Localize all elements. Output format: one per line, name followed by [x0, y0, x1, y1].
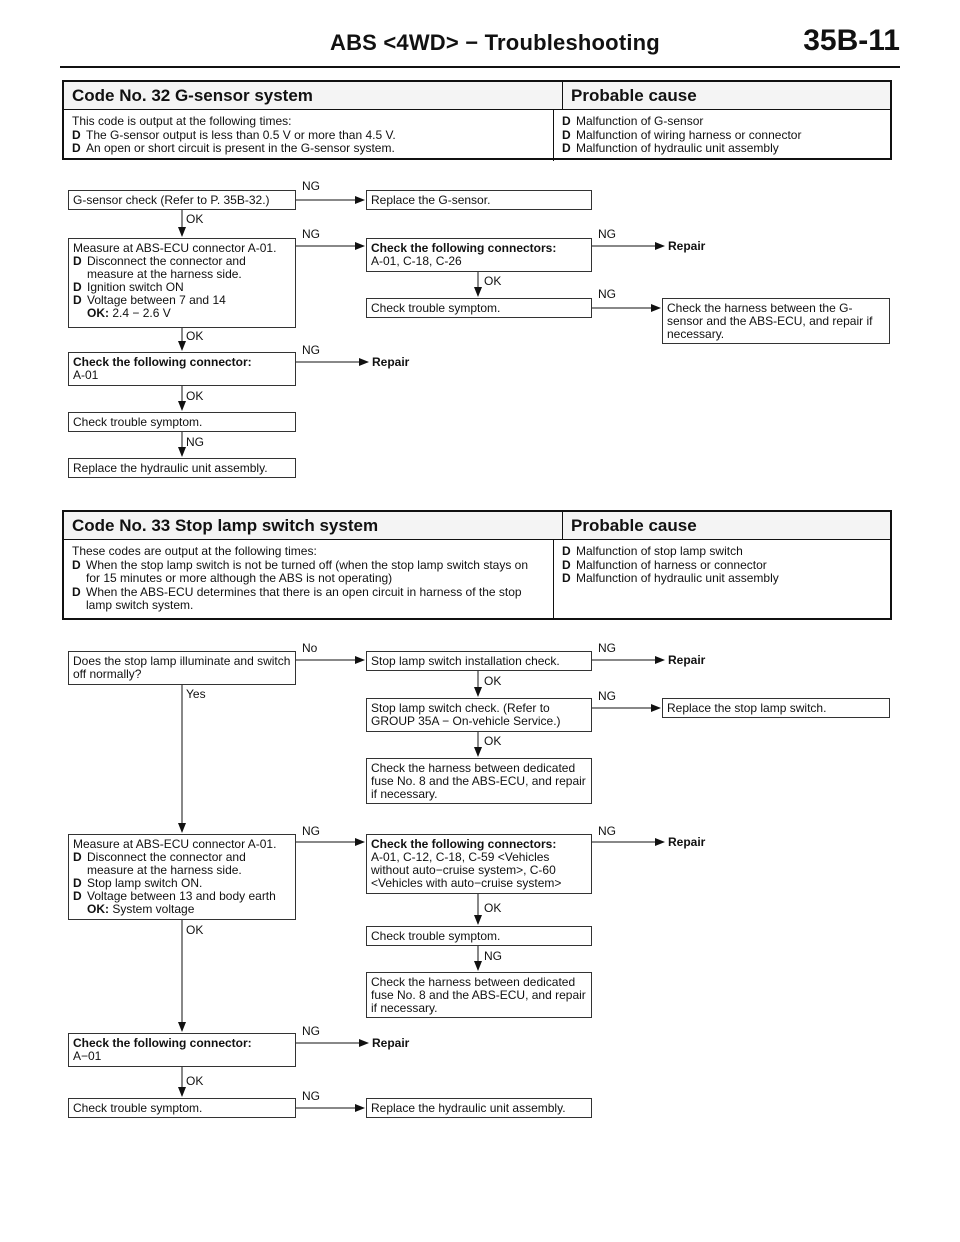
- code33-cause-heading: Probable cause: [571, 516, 697, 535]
- ok-label: OK: [186, 923, 204, 937]
- harness-fuse-box-1: Check the harness between dedicated fuse No. 8 and the ABS-ECU, and repair if necessary.: [366, 758, 592, 804]
- ng-label: NG: [302, 179, 320, 193]
- check-trouble-left-box: Check trouble symptom.: [68, 412, 296, 432]
- replace-switch-box: Replace the stop lamp switch.: [662, 698, 890, 718]
- replace-hydraulic-box-2: Replace the hydraulic unit assembly.: [366, 1098, 592, 1118]
- ng-label: NG: [598, 641, 616, 655]
- code33-conditions: These codes are output at the following times: D When the stop lamp switch is not be turned off (when the stop lamp switch stays on for 15 minutes or more although the ABS is not operating) D When the ABS-ECU determines that there is an open circuit in harness of the stop lamp switch system.: [64, 540, 554, 618]
- code33-causes: D Malfunction of stop lamp switch D Malfunction of harness or connector D Malfunction of hydraulic unit assembly: [562, 544, 779, 585]
- ng-label: NG: [484, 949, 502, 963]
- measure-a01-box: Measure at ABS-ECU connector A-01. D Disconnect the connector and measure at the harness side. D Ignition switch ON D Voltage between 7 and 14 OK: 2.4 − 2.6 V: [68, 238, 296, 328]
- ok-label: OK: [186, 212, 204, 226]
- ng-label: NG: [598, 287, 616, 301]
- repair-text: Repair: [668, 653, 706, 667]
- ng-label: NG: [302, 824, 320, 838]
- code32-cause-heading: Probable cause: [571, 86, 697, 105]
- ng-label: NG: [598, 689, 616, 703]
- repair-text: Repair: [668, 239, 706, 253]
- ng-label: NG: [302, 227, 320, 241]
- ok-label: OK: [484, 274, 502, 288]
- page-number: 35B-11: [803, 24, 900, 57]
- ng-label: NG: [186, 435, 204, 449]
- switch-check-box: Stop lamp switch check. (Refer to GROUP 35A − On-vehicle Service.): [366, 698, 592, 732]
- ok-label: OK: [186, 1074, 204, 1088]
- ng-label: NG: [302, 1089, 320, 1103]
- code33-title: Code No. 33 Stop lamp switch system: [64, 512, 563, 539]
- ng-label: NG: [598, 227, 616, 241]
- measure-a01-box-2: Measure at ABS-ECU connector A-01. D Disconnect the connector and measure at the harness side. D Stop lamp switch ON. D Voltage between 13 and body earth OK: System voltage: [68, 834, 296, 920]
- check-trouble-left-box-2: Check trouble symptom.: [68, 1098, 296, 1118]
- repair-text: Repair: [372, 355, 410, 369]
- check-trouble-right-box-2: Check trouble symptom.: [366, 926, 592, 946]
- check-connectors-box: Check the following connectors: A-01, C-18, C-26: [366, 238, 592, 272]
- code32-conditions: This code is output at the following times: D The G-sensor output is less than 0.5 V or more than 4.5 V. D An open or short circuit is present in the G-sensor system.: [64, 110, 554, 161]
- replace-gsensor-box: Replace the G-sensor.: [366, 190, 592, 210]
- repair-text: Repair: [668, 835, 706, 849]
- ok-label: OK: [484, 734, 502, 748]
- ok-label: OK: [484, 674, 502, 688]
- replace-hydraulic-box: Replace the hydraulic unit assembly.: [68, 458, 296, 478]
- check-connector-a01-box-2: Check the following connector: A−01: [68, 1033, 296, 1067]
- repair-text: Repair: [372, 1036, 410, 1050]
- ng-label: NG: [598, 824, 616, 838]
- no-label: No: [302, 641, 318, 655]
- check-harness-gsensor-box: Check the harness between the G-sensor and the ABS-ECU, and repair if necessary.: [662, 298, 890, 344]
- gsensor-check-box: G-sensor check (Refer to P. 35B-32.): [68, 190, 296, 210]
- page-title: ABS <4WD> − Troubleshooting: [330, 30, 660, 55]
- ok-label: OK: [186, 389, 204, 403]
- stop-lamp-question-box: Does the stop lamp illuminate and switch off normally?: [68, 651, 296, 685]
- install-check-box: Stop lamp switch installation check.: [366, 651, 592, 671]
- code32-causes: D Malfunction of G-sensor D Malfunction of wiring harness or connector D Malfunction of hydraulic unit assembly: [562, 114, 802, 155]
- ng-label: NG: [302, 1024, 320, 1038]
- yes-label: Yes: [186, 687, 206, 701]
- code32-title: Code No. 32 G-sensor system: [64, 82, 563, 109]
- check-connector-a01-box: Check the following connector: A-01: [68, 352, 296, 386]
- harness-fuse-box-2: Check the harness between dedicated fuse No. 8 and the ABS-ECU, and repair if necessary.: [366, 972, 592, 1018]
- check-trouble-right-box: Check trouble symptom.: [366, 298, 592, 318]
- check-connectors-box-2: Check the following connectors: A-01, C-12, C-18, C-59 <Vehicles without auto−cruise system>, C-60 <Vehicles with auto−cruise system>: [366, 834, 592, 894]
- ok-label: OK: [484, 901, 502, 915]
- ok-label: OK: [186, 329, 204, 343]
- ng-label: NG: [302, 343, 320, 357]
